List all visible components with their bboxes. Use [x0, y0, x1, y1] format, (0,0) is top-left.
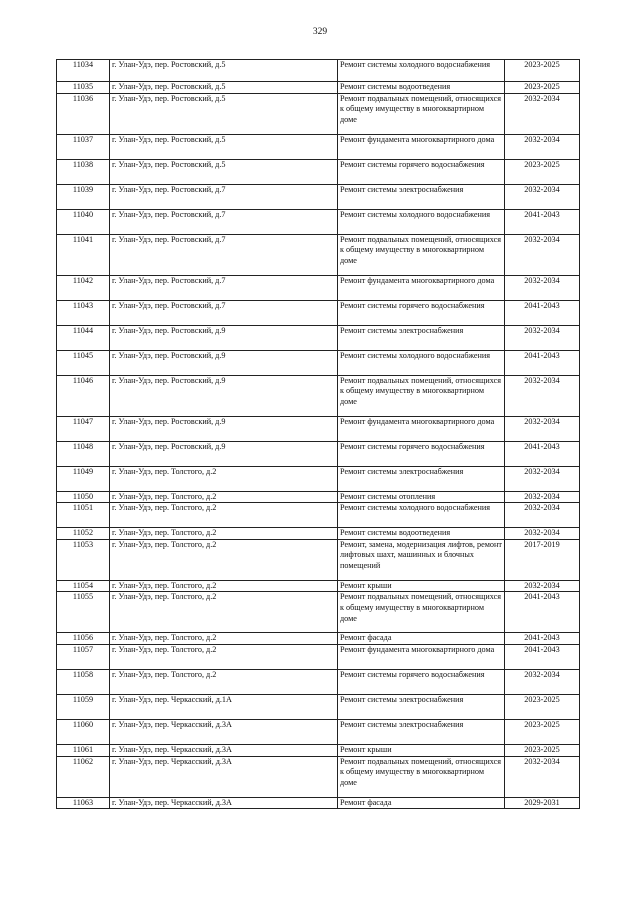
row-number: 11043: [57, 300, 110, 325]
row-address: г. Улан-Удэ, пер. Черкасский, д.3А: [110, 756, 338, 797]
row-period: 2032-2034: [505, 466, 580, 491]
table-row: [57, 93, 580, 134]
row-number: 11058: [57, 669, 110, 694]
table-row: [57, 491, 580, 503]
row-period: 2032-2034: [505, 375, 580, 416]
page-number: 329: [312, 27, 328, 37]
row-work-type: Ремонт системы электроснабжения: [338, 325, 505, 350]
row-period: 2023-2025: [505, 719, 580, 744]
table-row: [57, 633, 580, 645]
row-work-type: Ремонт подвальных помещений, относящихся к общему имуществу в многоквартирном доме: [338, 234, 505, 275]
row-work-type: Ремонт крыши: [338, 744, 505, 756]
row-number: 11039: [57, 184, 110, 209]
row-address: г. Улан-Удэ, пер. Толстого, д.2: [110, 580, 338, 592]
row-number: 11052: [57, 528, 110, 540]
row-period: 2032-2034: [505, 756, 580, 797]
row-work-type: Ремонт системы холодного водоснабжения: [338, 209, 505, 234]
row-period: 2041-2043: [505, 441, 580, 466]
row-period: 2032-2034: [505, 503, 580, 528]
row-address: г. Улан-Удэ, пер. Толстого, д.2: [110, 528, 338, 540]
row-period: 2029-2031: [505, 797, 580, 809]
row-work-type: Ремонт системы холодного водоснабжения: [338, 60, 505, 82]
row-period: 2041-2043: [505, 350, 580, 375]
row-work-type: Ремонт фасада: [338, 633, 505, 645]
row-number: 11047: [57, 416, 110, 441]
row-address: г. Улан-Удэ, пер. Ростовский, д.7: [110, 184, 338, 209]
row-number: 11035: [57, 82, 110, 94]
row-work-type: Ремонт системы холодного водоснабжения: [338, 503, 505, 528]
row-address: г. Улан-Удэ, пер. Ростовский, д.9: [110, 350, 338, 375]
row-work-type: Ремонт системы водоотведения: [338, 82, 505, 94]
row-address: г. Улан-Удэ, пер. Ростовский, д.7: [110, 275, 338, 300]
table-row: [57, 350, 580, 375]
row-period: 2032-2034: [505, 669, 580, 694]
table-row: [57, 669, 580, 694]
row-work-type: Ремонт фундамента многоквартирного дома: [338, 416, 505, 441]
row-number: 11059: [57, 694, 110, 719]
row-number: 11051: [57, 503, 110, 528]
row-work-type: Ремонт подвальных помещений, относящихся к общему имуществу в многоквартирном доме: [338, 375, 505, 416]
row-number: 11057: [57, 644, 110, 669]
table-row: [57, 60, 580, 82]
row-address: г. Улан-Удэ, пер. Ростовский, д.7: [110, 209, 338, 234]
row-number: 11041: [57, 234, 110, 275]
row-work-type: Ремонт системы электроснабжения: [338, 694, 505, 719]
row-work-type: Ремонт подвальных помещений, относящихся к общему имуществу в многоквартирном доме: [338, 592, 505, 633]
row-number: 11048: [57, 441, 110, 466]
row-number: 11036: [57, 93, 110, 134]
row-address: г. Улан-Удэ, пер. Ростовский, д.5: [110, 93, 338, 134]
row-address: г. Улан-Удэ, пер. Толстого, д.2: [110, 491, 338, 503]
row-work-type: Ремонт системы горячего водоснабжения: [338, 300, 505, 325]
row-period: 2032-2034: [505, 325, 580, 350]
table-row: [57, 797, 580, 809]
table-row: [57, 300, 580, 325]
table-row: [57, 184, 580, 209]
row-work-type: Ремонт системы электроснабжения: [338, 466, 505, 491]
row-period: 2017-2019: [505, 539, 580, 580]
row-address: г. Улан-Удэ, пер. Толстого, д.2: [110, 644, 338, 669]
row-work-type: Ремонт, замена, модернизация лифтов, ремонт лифтовых шахт, машинных и блочных помещений: [338, 539, 505, 580]
row-address: г. Улан-Удэ, пер. Ростовский, д.9: [110, 325, 338, 350]
row-work-type: Ремонт системы водоотведения: [338, 528, 505, 540]
row-period: 2041-2043: [505, 644, 580, 669]
row-period: 2032-2034: [505, 528, 580, 540]
table-row: [57, 416, 580, 441]
row-address: г. Улан-Удэ, пер. Толстого, д.2: [110, 592, 338, 633]
row-address: г. Улан-Удэ, пер. Толстого, д.2: [110, 669, 338, 694]
row-address: г. Улан-Удэ, пер. Ростовский, д.5: [110, 159, 338, 184]
row-number: 11060: [57, 719, 110, 744]
row-address: г. Улан-Удэ, пер. Ростовский, д.7: [110, 300, 338, 325]
row-work-type: Ремонт фасада: [338, 797, 505, 809]
row-work-type: Ремонт крыши: [338, 580, 505, 592]
table-row: [57, 441, 580, 466]
row-number: 11045: [57, 350, 110, 375]
row-address: г. Улан-Удэ, пер. Ростовский, д.5: [110, 134, 338, 159]
table-row: [57, 82, 580, 94]
row-period: 2023-2025: [505, 60, 580, 82]
row-work-type: Ремонт системы горячего водоснабжения: [338, 441, 505, 466]
row-work-type: Ремонт фундамента многоквартирного дома: [338, 644, 505, 669]
table-row: [57, 234, 580, 275]
table-row: [57, 134, 580, 159]
row-address: г. Улан-Удэ, пер. Ростовский, д.5: [110, 60, 338, 82]
row-number: 11062: [57, 756, 110, 797]
table-row: [57, 539, 580, 580]
row-address: г. Улан-Удэ, пер. Толстого, д.2: [110, 466, 338, 491]
row-address: г. Улан-Удэ, пер. Черкасский, д.3А: [110, 797, 338, 809]
row-period: 2032-2034: [505, 93, 580, 134]
row-work-type: Ремонт системы электроснабжения: [338, 184, 505, 209]
table-row: [57, 159, 580, 184]
row-address: г. Улан-Удэ, пер. Черкасский, д.3А: [110, 744, 338, 756]
row-address: г. Улан-Удэ, пер. Ростовский, д.7: [110, 234, 338, 275]
row-period: 2023-2025: [505, 694, 580, 719]
row-period: 2032-2034: [505, 134, 580, 159]
row-number: 11046: [57, 375, 110, 416]
row-number: 11040: [57, 209, 110, 234]
row-address: г. Улан-Удэ, пер. Ростовский, д.9: [110, 416, 338, 441]
row-work-type: Ремонт подвальных помещений, относящихся к общему имуществу в многоквартирном доме: [338, 93, 505, 134]
row-period: 2032-2034: [505, 275, 580, 300]
table-row: [57, 209, 580, 234]
row-period: 2032-2034: [505, 184, 580, 209]
row-period: 2032-2034: [505, 491, 580, 503]
row-number: 11055: [57, 592, 110, 633]
row-number: 11053: [57, 539, 110, 580]
table-row: [57, 580, 580, 592]
table-row: [57, 503, 580, 528]
row-period: 2041-2043: [505, 300, 580, 325]
row-number: 11044: [57, 325, 110, 350]
row-number: 11063: [57, 797, 110, 809]
row-work-type: Ремонт системы отопления: [338, 491, 505, 503]
table-row: [57, 719, 580, 744]
row-period: 2041-2043: [505, 209, 580, 234]
row-work-type: Ремонт фундамента многоквартирного дома: [338, 275, 505, 300]
table-row: [57, 466, 580, 491]
row-work-type: Ремонт системы горячего водоснабжения: [338, 159, 505, 184]
row-address: г. Улан-Удэ, пер. Толстого, д.2: [110, 503, 338, 528]
row-address: г. Улан-Удэ, пер. Черкасский, д.3А: [110, 719, 338, 744]
row-period: 2032-2034: [505, 580, 580, 592]
row-address: г. Улан-Удэ, пер. Черкасский, д.1А: [110, 694, 338, 719]
row-address: г. Улан-Удэ, пер. Ростовский, д.9: [110, 375, 338, 416]
table-row: [57, 756, 580, 797]
table-row: [57, 275, 580, 300]
row-number: 11054: [57, 580, 110, 592]
row-work-type: Ремонт системы горячего водоснабжения: [338, 669, 505, 694]
row-work-type: Ремонт фундамента многоквартирного дома: [338, 134, 505, 159]
row-period: 2023-2025: [505, 82, 580, 94]
table-row: [57, 528, 580, 540]
table-row: [57, 644, 580, 669]
row-address: г. Улан-Удэ, пер. Ростовский, д.9: [110, 441, 338, 466]
table-row: [57, 744, 580, 756]
table-row: [57, 592, 580, 633]
row-number: 11034: [57, 60, 110, 82]
row-work-type: Ремонт подвальных помещений, относящихся к общему имуществу в многоквартирном доме: [338, 756, 505, 797]
row-period: 2041-2043: [505, 633, 580, 645]
row-period: 2032-2034: [505, 234, 580, 275]
table-row: [57, 694, 580, 719]
row-work-type: Ремонт системы холодного водоснабжения: [338, 350, 505, 375]
table-row: [57, 375, 580, 416]
row-period: 2032-2034: [505, 416, 580, 441]
row-address: г. Улан-Удэ, пер. Ростовский, д.5: [110, 82, 338, 94]
table-body: [57, 60, 580, 809]
table-row: [57, 325, 580, 350]
row-number: 11061: [57, 744, 110, 756]
repair-schedule-table: [56, 59, 580, 809]
row-number: 11056: [57, 633, 110, 645]
row-number: 11037: [57, 134, 110, 159]
row-number: 11038: [57, 159, 110, 184]
row-period: 2023-2025: [505, 744, 580, 756]
row-work-type: Ремонт системы электроснабжения: [338, 719, 505, 744]
row-address: г. Улан-Удэ, пер. Толстого, д.2: [110, 633, 338, 645]
row-number: 11049: [57, 466, 110, 491]
row-number: 11042: [57, 275, 110, 300]
row-period: 2023-2025: [505, 159, 580, 184]
row-number: 11050: [57, 491, 110, 503]
row-address: г. Улан-Удэ, пер. Толстого, д.2: [110, 539, 338, 580]
row-period: 2041-2043: [505, 592, 580, 633]
